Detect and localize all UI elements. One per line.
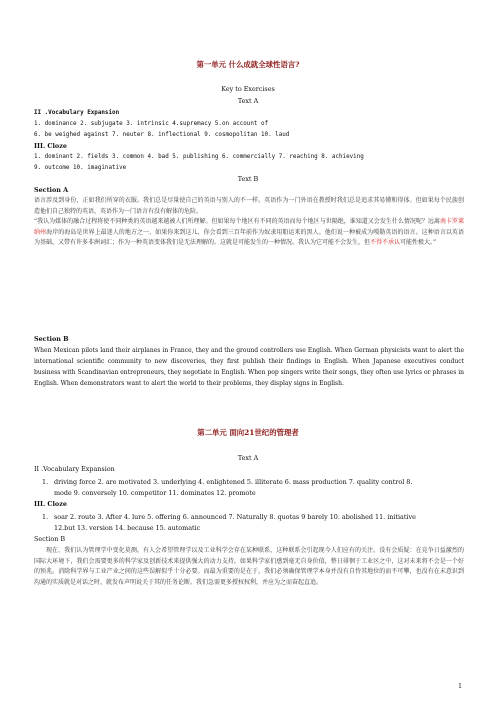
unit2-text-a-heading: Text A xyxy=(237,454,259,462)
unit1-cloze-line-1: 1. dominant 2. fields 3. common 4. bad 5. publishing 6. commercially 7. reaching 8. achieving xyxy=(34,154,364,160)
red-highlight-1: 南卡罗莱纳州 xyxy=(34,218,464,236)
unit2-cloze-line-1 xyxy=(34,512,472,523)
unit1-section-a-text xyxy=(34,196,464,316)
unit2-vocab-line-1 xyxy=(34,477,472,488)
section-a-para-1: 语言涉及到身份，正如我们所穿的衣服。我们总是尽量使自己的英语与别人的不一样。英语作为一门外语在教授时我们总是追求其易懂和得体。但如果每个民族创造他们自己独特的英语，英语作为一门语言有没有解体的危险。 xyxy=(34,197,464,215)
unit2-vocab-text-1: driving force 2. are motivated 3. underlying 4. enlightened 5. illiterate 6. mass production 7. quality control 8. xyxy=(54,478,413,486)
unit2-cloze-text-1: soar 2. route 3. After 4. lure 5. offering 6. announced 7. Naturally 8. quotas 9 barely 10. abolished 11. initiative xyxy=(54,513,416,521)
unit1-text-b-heading: Text B xyxy=(237,175,259,183)
unit2-section-b-text: 现在，我们认为管理学中变化莫测。有人会希望管理学以及工业科学会存在某种联系，这种联系会引起现今人们应有的关注。没有会质疑：在竞争日益激烈的国际大环境下，我们会需要更多的科学家及创新技术来提供强大的动力支持。如果科学家们感到毫无自身价值，整日徘徊于工业区之中，这对未来将不会是一个好的预兆。消除科学界与工业产业之间的这些误解似乎十分必要。而最为重要的是在于，我们必须确保管理学本身并没有自恃其地位的而不可攀，也没有在未意识到沟通的实质就是对话之时，就发布声明说关于其的任务论断。我们急需更多授权权利，并应为之而奋起直追。 xyxy=(34,547,464,586)
unit1-text-a-heading: Text A xyxy=(237,97,259,105)
unit1-vocab-heading: II .Vocabulary Expansion xyxy=(34,110,120,116)
unit1-cloze-line-2: 9. outcome 10. imaginative xyxy=(34,165,127,171)
unit1-section-b-text: When Mexican pilots land their airplanes in France, they and the ground controllers use English. When German physicists want to alert the international scientific community to new discoveries, they first publish their findings in English. When Japanese executives conduct business with Scandinavian entrepreneurs, they negotiate in English. When pop singers write their songs, they often use lyrics or phrases in English. When demonstrators want to alert the world to their problems, they display signs in English. xyxy=(34,347,464,387)
list-number: 1. xyxy=(42,478,49,486)
red-highlight-2: 不得不承认 xyxy=(370,239,401,247)
section-a-para-2a: “我认为媒体的融合过程将使不同种类的英语越来越被人们所理解。但如果每个地区有不同的英语而每个地区与世隔绝，谁知道又会发生什么情况呢？远离 xyxy=(34,218,440,226)
key-to-exercises: Key to Exercises xyxy=(221,85,275,93)
unit1-section-a-heading: Section A xyxy=(34,186,69,194)
unit2-vocab-heading: II .Vocabulary Expansion xyxy=(34,465,115,473)
unit2-cloze-heading: III. Cloze xyxy=(34,500,67,508)
unit1-cloze-heading: III. Cloze xyxy=(34,142,67,150)
list-number: 1. xyxy=(42,513,49,521)
page-number: 1 xyxy=(458,683,462,690)
section-a-para-2b: 海岸的海岛是世界上最迷人的地方之一，如果你来到这儿，你会看到三百年前作为奴隶用船运来的黑人。他们说一种被成为嘎勒英语的语言。这种语言以英语为基础，又带有许多非洲词汇；作为一种英语变体我们是无法理解的。这就是可能发生的一种情况。我认为它可能不会发生，但 xyxy=(34,228,464,247)
unit1-vocab-line-1: 1. dominance 2. subjugate 3. intrinsic 4.supremacy 5.on account of xyxy=(34,121,269,127)
unit2-cloze-line-2: 12.but 13. version 14. because 15. automatic xyxy=(54,524,201,532)
unit2-vocab-line-2: mode 9. conversely 10. competitor 11. dominates 12. promote xyxy=(54,489,256,497)
section-a-para-2c: 可能性极大。” xyxy=(400,239,437,247)
unit2-title: 第二单元 面向21世纪的管理者 xyxy=(197,428,299,437)
unit1-vocab-line-2: 6. be weighed against 7. neuter 8. inflectional 9. cosmopolitan 10. laud xyxy=(34,132,290,138)
unit2-section-b-heading: Section B xyxy=(34,535,66,543)
unit1-section-b-heading: Section B xyxy=(34,335,69,343)
unit1-title: 第一单元 什么成就全球性语言? xyxy=(196,60,300,69)
